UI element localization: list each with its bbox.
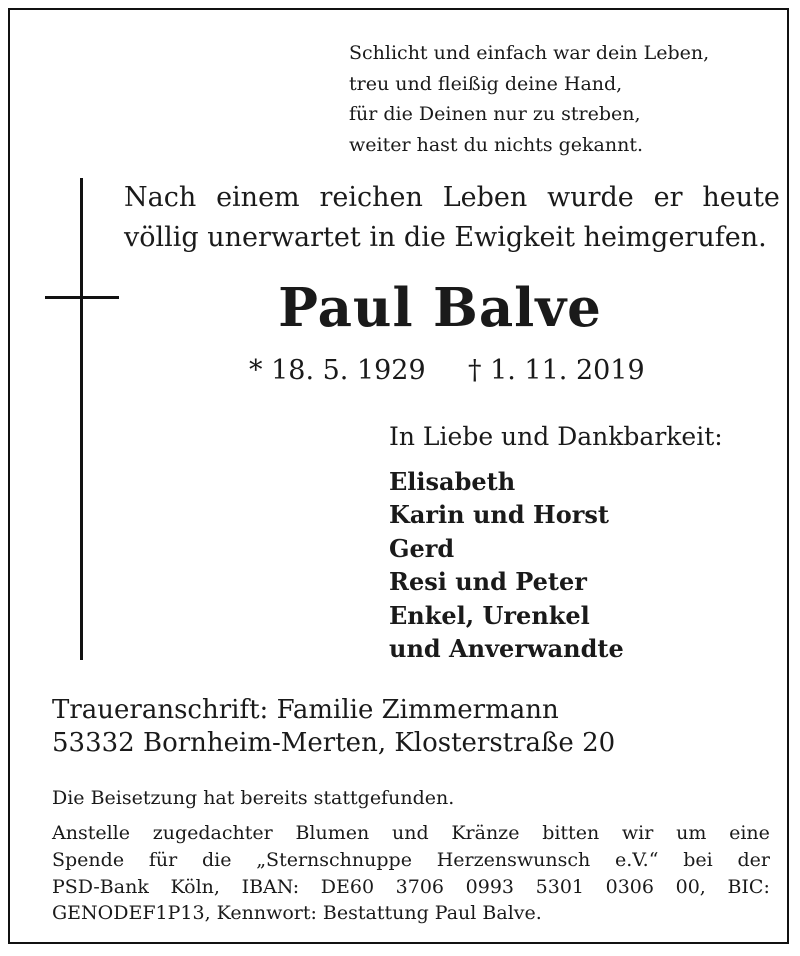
donation-word: 5301 bbox=[535, 875, 584, 898]
mourners-heading: In Liebe und Dankbarkeit: bbox=[389, 422, 723, 451]
mourner-name: Elisabeth bbox=[389, 467, 516, 496]
poem-line: Schlicht und einfach war dein Leben, bbox=[349, 42, 710, 64]
mourner-name: Gerd bbox=[389, 533, 455, 563]
donation-word: und bbox=[391, 822, 429, 844]
birth-date: * 18. 5. 1929 bbox=[249, 355, 426, 386]
donation-word: die bbox=[201, 848, 232, 871]
address-line-2: 53332 Bornheim-Merten, Klosterstraße 20 bbox=[52, 728, 616, 758]
donation-word: Herzenswunsch bbox=[436, 848, 591, 871]
intro-word: einem bbox=[216, 182, 300, 213]
donation-line-3 bbox=[52, 874, 770, 901]
donation-word: 00, bbox=[675, 875, 706, 898]
address-line-1: Traueranschrift: Familie Zimmermann bbox=[52, 695, 559, 725]
mourning-address bbox=[52, 694, 615, 760]
donation-word: Kränze bbox=[451, 822, 520, 844]
donation-line-2 bbox=[52, 847, 770, 874]
donation-word: PSD-Bank bbox=[52, 875, 149, 898]
mourners-list bbox=[389, 465, 624, 665]
donation-word: 0306 bbox=[605, 875, 654, 898]
poem-line: treu und fleißig deine Hand, bbox=[349, 72, 623, 95]
donation-word: Blumen bbox=[295, 822, 370, 844]
intro-word: er bbox=[653, 182, 683, 213]
donation-word: um bbox=[676, 822, 707, 844]
intro-text bbox=[124, 178, 780, 258]
donation-word: 0993 bbox=[465, 875, 515, 898]
donation-word: bitten bbox=[542, 822, 600, 844]
donation-word: BIC: bbox=[727, 875, 770, 898]
intro-word: reichen bbox=[319, 182, 423, 213]
deceased-name: Paul Balve bbox=[278, 277, 602, 339]
intro-word: heute bbox=[702, 182, 780, 213]
donation-word: 3706 bbox=[395, 875, 445, 898]
intro-word: Leben bbox=[442, 182, 528, 213]
cross-vertical-bar bbox=[80, 178, 83, 660]
intro-word: Nach bbox=[124, 182, 197, 213]
poem-line: weiter hast du nichts gekannt. bbox=[349, 133, 644, 156]
donation-word: für bbox=[148, 848, 178, 871]
donation-word: Anstelle bbox=[52, 822, 130, 844]
donation-word: wir bbox=[621, 822, 654, 844]
mourner-name: Karin und Horst bbox=[389, 500, 609, 530]
donation-word: Spende bbox=[52, 848, 125, 871]
donation-word: bei bbox=[683, 848, 713, 871]
intro-word: wurde bbox=[547, 182, 634, 213]
donation-word: eine bbox=[729, 822, 770, 844]
donation-word: e.V.“ bbox=[615, 848, 659, 871]
intro-line-2: völlig unerwartet in die Ewigkeit heimgerufen. bbox=[124, 222, 767, 253]
mourner-name: Resi und Peter bbox=[389, 567, 587, 597]
donation-word: DE60 bbox=[320, 875, 375, 898]
funeral-note: Die Beisetzung hat bereits stattgefunden. bbox=[52, 787, 455, 809]
mourner-name: und Anverwandte bbox=[389, 633, 624, 663]
death-date: † 1. 11. 2019 bbox=[468, 355, 645, 386]
donation-word: IBAN: bbox=[241, 875, 300, 898]
donation-word: zugedachter bbox=[152, 822, 273, 844]
donation-request bbox=[52, 820, 770, 927]
donation-line-1 bbox=[52, 820, 770, 847]
memorial-poem bbox=[349, 38, 709, 160]
intro-line-1 bbox=[124, 178, 780, 218]
donation-word: Köln, bbox=[170, 875, 220, 898]
donation-word: „Sternschnuppe bbox=[256, 848, 412, 871]
donation-line-4: GENODEF1P13, Kennwort: Bestattung Paul Balve. bbox=[52, 902, 542, 925]
poem-line: für die Deinen nur zu streben, bbox=[349, 103, 641, 125]
mourner-name: Enkel, Urenkel bbox=[389, 600, 590, 630]
donation-word: der bbox=[737, 848, 770, 871]
